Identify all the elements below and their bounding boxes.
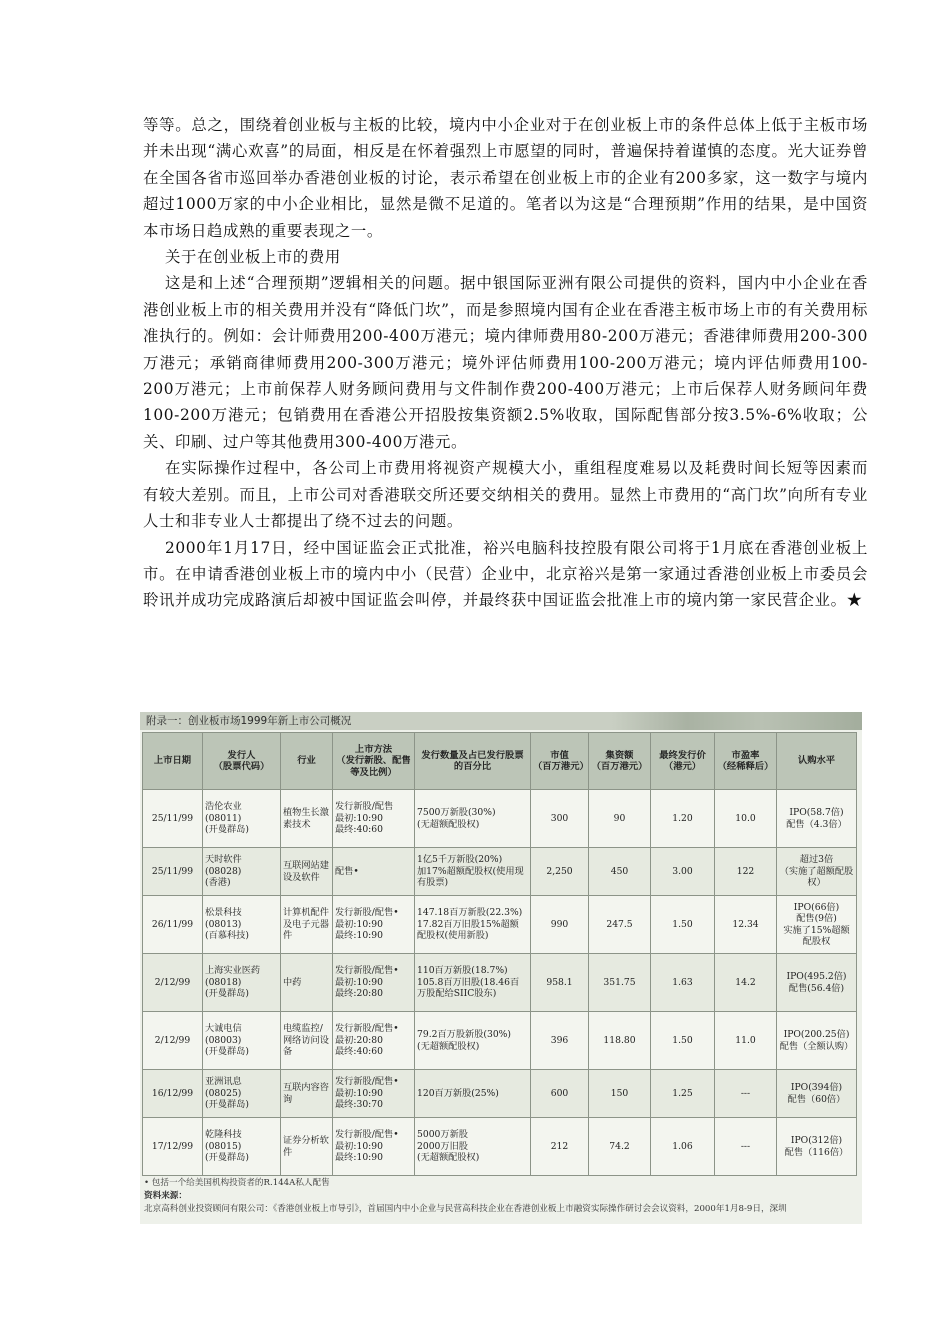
cell-raised: 150 (589, 1070, 651, 1118)
cell-date: 25/11/99 (143, 790, 203, 848)
cell-market-cap: 600 (531, 1070, 589, 1118)
cell-subscription: IPO(58.7倍) 配售（4.3倍） (777, 790, 857, 848)
cell-quantity: 7500万新股(30%) (无超额配股权) (415, 790, 531, 848)
table-row (143, 896, 857, 954)
cell-date: 17/12/99 (143, 1118, 203, 1176)
table-row (143, 848, 857, 896)
cell-raised: 247.5 (589, 896, 651, 954)
cell-subscription: IPO(200.25倍) 配售（全额认购） (777, 1012, 857, 1070)
cell-issuer: 乾隆科技 (08015) (开曼群岛) (203, 1118, 281, 1176)
source-text: 北京高科创业投资顾问有限公司：《香港创业板上市导引》，首届国内中小企业与民营高科技企业在香港创业板上市融资实际操作研讨会会议资料，2000年1月8-9日，深圳 (144, 1204, 787, 1214)
cell-pe: 10.0 (715, 790, 777, 848)
cell-quantity: 79.2百万股新股(30%) (无超额配股权) (415, 1012, 531, 1070)
cell-issuer: 亚洲讯息 (08025) (开曼群岛) (203, 1070, 281, 1118)
cell-issuer: 浩伦农业 (08011) (开曼群岛) (203, 790, 281, 848)
cell-date: 26/11/99 (143, 896, 203, 954)
cell-issuer: 松景科技 (08013) (百慕科技) (203, 896, 281, 954)
column-header: 发行数量及占已发行股票的百分比 (415, 733, 531, 790)
cell-subscription: IPO(394倍) 配售（60倍） (777, 1070, 857, 1118)
cell-pe: 14.2 (715, 954, 777, 1012)
cell-market-cap: 396 (531, 1012, 589, 1070)
cell-subscription: IPO(495.2倍) 配售(56.4倍) (777, 954, 857, 1012)
cell-raised: 74.2 (589, 1118, 651, 1176)
table-row (143, 1012, 857, 1070)
column-header: 行业 (281, 733, 333, 790)
cell-method: 发行新股/配售• 最初:10:90 最终:30:70 (333, 1070, 415, 1118)
cell-quantity: 5000万新股 2000万旧股 (无超额配股权) (415, 1118, 531, 1176)
column-header: 发行人 （股票代码） (203, 733, 281, 790)
cell-method: 发行新股/配售• 最初:10:90 最终:10:90 (333, 896, 415, 954)
paragraph-2: 这是和上述“合理预期”逻辑相关的问题。据中银国际亚洲有限公司提供的资料，国内中小企业在香港创业板上市的相关费用并没有“降低门坎”，而是参照境内国有企业在香港主板市场上市的有关费用标准执行的。例如：会计师费用200-400万港元；境内律师费用80-200万港元；香港律师费用200-300万港元；承销商律师费用200-300万港元；境外评估师费用100-200万港元；境内评估师费用100-200万港元；上市前保荐人财务顾问费用与文件制作费200-400万港元；上市后保荐人财务顾问年费100-200万港元；包销费用在香港公开招股按集资额2.5%收取，国际配售部分按3.5%-6%收取；公关、印刷、过户等其他费用300-400万港元。 (143, 274, 868, 451)
column-header: 上市方法 （发行新股、配售等及比例） (333, 733, 415, 790)
column-header: 市盈率 （经稀释后） (715, 733, 777, 790)
cell-price: 1.20 (651, 790, 715, 848)
cell-raised: 450 (589, 848, 651, 896)
cell-pe: --- (715, 1118, 777, 1176)
cell-market-cap: 958.1 (531, 954, 589, 1012)
cell-industry: 证券分析软件 (281, 1118, 333, 1176)
cell-subscription: 超过3倍 （实施了超额配股权） (777, 848, 857, 896)
table-body (143, 790, 857, 1176)
table-row (143, 954, 857, 1012)
cell-pe: 122 (715, 848, 777, 896)
column-header: 最终发行价 （港元） (651, 733, 715, 790)
cell-price: 1.06 (651, 1118, 715, 1176)
cell-quantity: 147.18百万新股(22.3%) 17.82百万旧股15%超额配股权(使用新股) (415, 896, 531, 954)
cell-issuer: 天时软件 (08028) (香港) (203, 848, 281, 896)
source-label: 资料来源： (144, 1191, 187, 1201)
cell-industry: 植物生长激素技术 (281, 790, 333, 848)
appendix-title-bar (140, 712, 862, 730)
cell-price: 1.25 (651, 1070, 715, 1118)
cell-issuer: 上海实业医药 (08018) (开曼群岛) (203, 954, 281, 1012)
cell-industry: 计算机配件及电子元器件 (281, 896, 333, 954)
cell-method: 发行新股/配售• 最初:10:90 最终:10:90 (333, 1118, 415, 1176)
cell-price: 3.00 (651, 848, 715, 896)
table-footnote: • 包括一个给美国机构投资者的R.144A私人配售 (144, 1178, 330, 1188)
cell-industry: 电缆监控/网络访问设备 (281, 1012, 333, 1070)
cell-pe: 11.0 (715, 1012, 777, 1070)
column-header: 市值 （百万港元） (531, 733, 589, 790)
cell-quantity: 120百万新股(25%) (415, 1070, 531, 1118)
cell-date: 16/12/99 (143, 1070, 203, 1118)
cell-issuer: 大诚电信 (08003) (开曼群岛) (203, 1012, 281, 1070)
cell-method: 发行新股/配售• 最初:10:90 最终:20:80 (333, 954, 415, 1012)
cell-price: 1.63 (651, 954, 715, 1012)
cell-price: 1.50 (651, 1012, 715, 1070)
cell-pe: 12.34 (715, 896, 777, 954)
table-row (143, 1118, 857, 1176)
table-row (143, 1070, 857, 1118)
cell-market-cap: 300 (531, 790, 589, 848)
cell-raised: 118.80 (589, 1012, 651, 1070)
cell-industry: 互联网站建设及软件 (281, 848, 333, 896)
cell-industry: 中药 (281, 954, 333, 1012)
cell-market-cap: 2,250 (531, 848, 589, 896)
cell-subscription: IPO(312倍) 配售（116倍） (777, 1118, 857, 1176)
cell-market-cap: 212 (531, 1118, 589, 1176)
cell-date: 25/11/99 (143, 848, 203, 896)
cell-industry: 互联内容咨询 (281, 1070, 333, 1118)
ipo-table (142, 732, 857, 1176)
appendix-table-image (140, 712, 862, 1224)
table-footer (144, 1177, 860, 1216)
paragraph-4: 2000年1月17日，经中国证监会正式批准，裕兴电脑科技控股有限公司将于1月底在香港创业板上市。在申请香港创业板上市的境内中小（民营）企业中，北京裕兴是第一家通过香港创业板上市委员会聆讯并成功完成路演后却被中国证监会叫停，并最终获中国证监会批准上市的境内第一家民营企业。★ (143, 538, 868, 610)
cell-market-cap: 990 (531, 896, 589, 954)
paragraph-3: 在实际操作过程中，各公司上市费用将视资产规模大小，重组程度难易以及耗费时间长短等因素而有较大差别。而且，上市公司对香港联交所还要交纳相关的费用。显然上市费用的“高门坎”向所有专业人士和非专业人士都提出了绕不过去的问题。 (143, 459, 868, 531)
appendix-title: 附录一：创业板市场1999年新上市公司概况 (146, 715, 352, 727)
cell-quantity: 1亿5千万新股(20%) 加17%超额配股权(使用现有股票) (415, 848, 531, 896)
cell-raised: 351.75 (589, 954, 651, 1012)
cell-method: 发行新股/配售• 最初:20:80 最终:40:60 (333, 1012, 415, 1070)
cell-raised: 90 (589, 790, 651, 848)
column-header: 集资额 （百万港元） (589, 733, 651, 790)
cell-quantity: 110百万新股(18.7%) 105.8百万旧股(18.46百万股配给SIIC股东) (415, 954, 531, 1012)
cell-date: 2/12/99 (143, 954, 203, 1012)
column-header: 认购水平 (777, 733, 857, 790)
table-row (143, 790, 857, 848)
cell-price: 1.50 (651, 896, 715, 954)
table-header-row (143, 733, 857, 790)
body-text (143, 112, 868, 614)
cell-date: 2/12/99 (143, 1012, 203, 1070)
cell-pe: --- (715, 1070, 777, 1118)
paragraph-1: 等等。总之，围绕着创业板与主板的比较，境内中小企业对于在创业板上市的条件总体上低于主板市场并未出现“满心欢喜”的局面，相反是在怀着强烈上市愿望的同时，普遍保持着谨慎的态度。光大证券曾在全国各省市巡回举办香港创业板的讨论，表示希望在创业板上市的企业有200多家，这一数字与境内超过1000万家的中小企业相比，显然是微不足道的。笔者以为这是“合理预期”作用的结果，是中国资本市场日趋成熟的重要表现之一。 (143, 116, 868, 240)
section-heading-listing-fees: 关于在创业板上市的费用 (165, 248, 341, 267)
cell-method: 发行新股/配售 最初:10:90 最终:40:60 (333, 790, 415, 848)
cell-method: 配售• (333, 848, 415, 896)
cell-subscription: IPO(66倍) 配售(9倍) 实施了15%超额配股权 (777, 896, 857, 954)
title-bar-ghost-print (612, 712, 862, 730)
column-header: 上市日期 (143, 733, 203, 790)
